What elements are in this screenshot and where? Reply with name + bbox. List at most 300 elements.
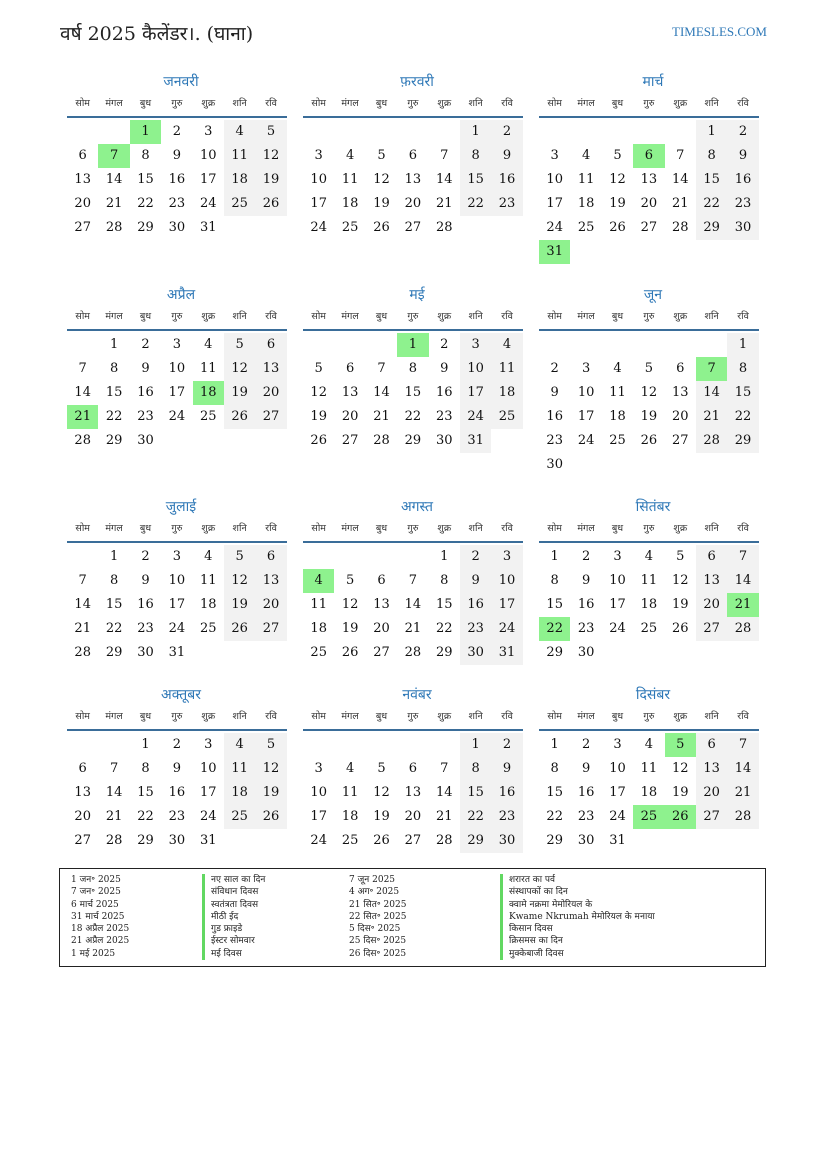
weekday-label: सोम	[75, 311, 90, 322]
day-cell: 1	[550, 549, 559, 564]
empty-cell	[334, 733, 365, 757]
weekday-label: शुक्र	[437, 98, 452, 109]
day-cell: 16	[546, 409, 563, 424]
day-cell: 3	[172, 549, 181, 564]
week-row	[539, 333, 759, 357]
empty-cell	[397, 120, 428, 144]
week-row	[539, 405, 759, 429]
day-cell: 28	[373, 433, 390, 448]
day-cell: 20	[255, 593, 286, 617]
day-cell: 27	[341, 433, 359, 448]
day-cell: 2	[727, 120, 758, 144]
day-cell: 15	[546, 785, 563, 800]
weekday-label: मंगल	[105, 311, 123, 322]
day-cell: 25	[199, 409, 217, 424]
empty-cell	[98, 733, 129, 757]
weekday-label: गुरु	[407, 711, 419, 722]
day-cell: 31	[199, 833, 217, 848]
day-cell: 11	[310, 597, 327, 612]
empty-cell	[602, 641, 633, 665]
empty-cell	[429, 120, 460, 144]
day-cell: 27	[373, 645, 390, 660]
day-cell: 6	[78, 761, 87, 776]
day-cell: 13	[404, 172, 422, 187]
weekday-label: शनि	[468, 311, 483, 322]
week-row	[539, 733, 759, 757]
day-cell: 12	[671, 761, 689, 776]
day-cell: 25	[491, 405, 522, 429]
day-cell: 14	[105, 785, 123, 800]
day-cell: 26	[373, 220, 390, 235]
weekday-label: शुक्र	[201, 311, 216, 322]
day-cell: 4	[204, 337, 213, 352]
week-row	[539, 144, 759, 168]
day-cell: 30	[460, 641, 491, 665]
day-cell: 20	[696, 781, 727, 805]
day-cell: 30	[168, 220, 186, 235]
weekday-label: गुरु	[171, 311, 183, 322]
day-cell: 20	[341, 409, 359, 424]
day-cell: 17	[491, 593, 522, 617]
week-row	[303, 192, 523, 216]
day-cell: 2	[581, 737, 591, 752]
weekday-label: मंगल	[577, 523, 595, 534]
month-name: जून	[643, 287, 663, 303]
empty-cell	[429, 733, 460, 757]
day-cell: 21	[435, 809, 453, 824]
legend-holiday-name: किसान दिवस	[500, 923, 655, 935]
weekday-label: रवि	[501, 711, 513, 722]
weekday-header	[303, 307, 523, 331]
weekday-label: रवि	[501, 311, 513, 322]
empty-cell	[696, 641, 727, 665]
day-cell: 26	[341, 645, 359, 660]
day-cell: 13	[696, 569, 727, 593]
empty-cell	[633, 453, 664, 477]
week-row	[539, 757, 759, 781]
day-cell: 22	[460, 192, 491, 216]
day-cell: 23	[577, 809, 595, 824]
day-cell: 15	[727, 381, 758, 405]
weekday-label: मंगल	[577, 98, 595, 109]
month-name: दिसंबर	[635, 687, 671, 703]
day-cell: 31	[460, 429, 491, 453]
day-cell: 18	[577, 196, 595, 211]
day-cell: 1	[550, 737, 559, 752]
day-cell: 14	[74, 385, 91, 400]
day-cell: 8	[460, 757, 491, 781]
day-cell: 6	[408, 148, 417, 163]
weekday-label: रवि	[265, 311, 277, 322]
page-title: वर्ष 2025 कैलेंडर।. (घाना)	[60, 23, 254, 45]
weekday-header	[539, 707, 759, 731]
day-cell: 22	[137, 196, 154, 211]
week-row	[67, 617, 287, 641]
day-cell: 13	[255, 569, 286, 593]
weekday-label: सोम	[311, 711, 326, 722]
day-cell: 8	[727, 357, 758, 381]
day-cell: 15	[137, 172, 154, 187]
day-cell: 22	[137, 809, 154, 824]
day-cell: 16	[168, 785, 186, 800]
weekday-label: सोम	[547, 711, 562, 722]
weekday-label: सोम	[311, 98, 326, 109]
weekday-label: रवि	[737, 523, 749, 534]
day-cell: 7	[78, 361, 87, 376]
day-cell: 7	[377, 361, 386, 376]
day-cell: 6	[255, 545, 286, 569]
day-cell: 4	[303, 569, 334, 593]
weekday-label: गुरु	[171, 711, 183, 722]
week-row	[539, 781, 759, 805]
legend-date: 4 अग॰ 2025	[349, 887, 400, 898]
day-cell: 28	[435, 220, 453, 235]
day-cell: 16	[137, 597, 154, 612]
day-cell: 12	[224, 569, 255, 593]
day-cell: 13	[341, 385, 359, 400]
day-cell: 18	[199, 597, 217, 612]
day-cell: 2	[460, 545, 491, 569]
legend-holiday-name: ईस्टर सोमवार	[202, 935, 265, 947]
month-block	[539, 283, 759, 477]
day-cell: 10	[460, 357, 491, 381]
day-cell: 26	[255, 192, 286, 216]
day-cell: 9	[727, 144, 758, 168]
empty-cell	[460, 216, 491, 240]
day-cell: 7	[676, 148, 685, 163]
day-cell: 22	[539, 617, 570, 641]
day-cell: 26	[373, 833, 390, 848]
day-cell: 23	[491, 805, 522, 829]
day-cell: 26	[640, 433, 658, 448]
empty-cell	[665, 333, 696, 357]
day-cell: 16	[168, 172, 186, 187]
day-cell: 21	[435, 196, 453, 211]
week-row	[303, 144, 523, 168]
day-cell: 11	[224, 144, 255, 168]
day-cell: 18	[224, 168, 255, 192]
day-cell: 12	[671, 573, 689, 588]
empty-cell	[161, 429, 192, 453]
day-cell: 17	[168, 597, 186, 612]
week-row	[67, 357, 287, 381]
legend-names-right	[500, 874, 655, 960]
empty-cell	[366, 120, 397, 144]
day-cell: 12	[255, 144, 286, 168]
weekday-label: बुध	[139, 311, 152, 322]
day-cell: 27	[255, 617, 286, 641]
weekday-label: रवि	[737, 311, 749, 322]
day-cell: 19	[671, 785, 689, 800]
day-cell: 3	[581, 361, 591, 376]
day-cell: 11	[609, 385, 626, 400]
day-cell: 7	[696, 357, 727, 381]
day-cell: 15	[105, 597, 123, 612]
day-cell: 21	[696, 405, 727, 429]
day-cell: 28	[671, 220, 689, 235]
week-row	[539, 617, 759, 641]
month-name: नवंबर	[402, 687, 432, 703]
day-cell: 8	[550, 573, 559, 588]
day-cell: 13	[74, 785, 91, 800]
weekday-label: शुक्र	[437, 711, 452, 722]
site-link[interactable]: TIMESLES.COM	[672, 24, 767, 39]
day-cell: 14	[404, 597, 422, 612]
month-block	[539, 495, 759, 665]
empty-cell	[602, 240, 633, 264]
day-cell: 23	[168, 196, 186, 211]
legend-holiday-name: मुक्केबाजी दिवस	[500, 948, 655, 960]
week-row	[539, 805, 759, 829]
day-cell: 11	[341, 172, 359, 187]
empty-cell	[366, 545, 397, 569]
month-block	[303, 495, 523, 665]
week-row	[539, 357, 759, 381]
day-cell: 29	[696, 216, 727, 240]
day-cell: 11	[199, 573, 217, 588]
day-cell: 25	[609, 433, 626, 448]
weekday-label: शुक्र	[673, 711, 688, 722]
week-row	[303, 617, 523, 641]
week-row	[303, 381, 523, 405]
day-cell: 29	[137, 220, 154, 235]
day-cell: 12	[310, 385, 327, 400]
day-cell: 30	[546, 457, 563, 472]
week-row	[539, 453, 759, 477]
day-cell: 20	[404, 809, 422, 824]
day-cell: 17	[168, 385, 186, 400]
day-cell: 27	[404, 220, 422, 235]
weekday-label: मंगल	[341, 98, 359, 109]
empty-cell	[696, 240, 727, 264]
day-cell: 10	[546, 172, 563, 187]
day-cell: 20	[255, 381, 286, 405]
empty-cell	[397, 545, 428, 569]
weekday-label: सोम	[547, 523, 562, 534]
weekday-label: शनि	[704, 311, 719, 322]
weekday-label: गुरु	[171, 98, 183, 109]
week-row	[303, 781, 523, 805]
day-cell: 1	[440, 549, 449, 564]
day-cell: 24	[546, 220, 563, 235]
day-cell: 5	[644, 361, 653, 376]
day-cell: 27	[640, 220, 658, 235]
day-cell: 9	[141, 361, 150, 376]
day-cell: 1	[727, 333, 758, 357]
day-cell: 31	[491, 641, 522, 665]
weekday-label: रवि	[265, 523, 277, 534]
day-cell: 12	[341, 597, 359, 612]
empty-cell	[224, 429, 255, 453]
empty-cell	[67, 733, 98, 757]
empty-cell	[633, 120, 664, 144]
empty-cell	[491, 216, 522, 240]
day-cell: 5	[377, 148, 386, 163]
day-cell: 18	[640, 785, 658, 800]
day-cell: 19	[671, 597, 689, 612]
weekday-label: सोम	[311, 523, 326, 534]
day-cell: 18	[609, 409, 626, 424]
day-cell: 5	[613, 148, 622, 163]
day-cell: 3	[314, 761, 323, 776]
day-cell: 13	[671, 385, 689, 400]
day-cell: 29	[546, 645, 563, 660]
empty-cell	[255, 429, 286, 453]
day-cell: 25	[577, 220, 595, 235]
day-cell: 9	[491, 757, 522, 781]
day-cell: 6	[78, 148, 87, 163]
empty-cell	[665, 120, 696, 144]
empty-cell	[665, 641, 696, 665]
empty-cell	[397, 733, 428, 757]
legend-date: 31 मार्च 2025	[71, 911, 125, 922]
empty-cell	[696, 333, 727, 357]
week-row	[539, 829, 759, 853]
month-name: अप्रैल	[166, 287, 196, 303]
month-block	[67, 70, 287, 240]
weekday-label: शनि	[232, 523, 247, 534]
weekday-label: बुध	[375, 98, 388, 109]
day-cell: 23	[577, 621, 595, 636]
day-cell: 24	[199, 809, 217, 824]
day-cell: 10	[168, 361, 186, 376]
week-row	[539, 429, 759, 453]
day-cell: 6	[633, 144, 664, 168]
day-cell: 18	[310, 621, 327, 636]
day-cell: 21	[727, 781, 758, 805]
day-cell: 9	[550, 385, 559, 400]
day-cell: 18	[491, 381, 522, 405]
day-cell: 18	[341, 809, 359, 824]
month-block	[67, 683, 287, 853]
weekday-label: सोम	[75, 711, 90, 722]
day-cell: 10	[199, 148, 217, 163]
day-cell: 9	[460, 569, 491, 593]
weekday-label: मंगल	[577, 311, 595, 322]
week-row	[539, 120, 759, 144]
day-cell: 6	[255, 333, 286, 357]
day-cell: 8	[408, 361, 417, 376]
day-cell: 13	[373, 597, 390, 612]
legend-names-left	[202, 874, 265, 960]
day-cell: 22	[105, 409, 123, 424]
empty-cell	[633, 829, 664, 853]
day-cell: 24	[310, 220, 327, 235]
day-cell: 16	[727, 168, 758, 192]
weekday-label: मंगल	[341, 711, 359, 722]
day-cell: 30	[435, 433, 453, 448]
day-cell: 17	[310, 196, 327, 211]
weekday-label: सोम	[547, 98, 562, 109]
weekday-label: सोम	[75, 523, 90, 534]
day-cell: 23	[546, 433, 563, 448]
day-cell: 11	[224, 757, 255, 781]
weekday-label: रवि	[737, 98, 749, 109]
weekday-label: बुध	[139, 98, 152, 109]
day-cell: 23	[491, 192, 522, 216]
day-cell: 25	[199, 621, 217, 636]
day-cell: 30	[577, 833, 595, 848]
day-cell: 2	[581, 549, 591, 564]
day-cell: 9	[440, 361, 449, 376]
day-cell: 23	[727, 192, 758, 216]
month-name: अगस्त	[400, 499, 433, 515]
weekday-label: शनि	[232, 711, 247, 722]
day-cell: 21	[373, 409, 390, 424]
weekday-label: गुरु	[643, 311, 655, 322]
empty-cell	[334, 333, 365, 357]
day-cell: 5	[665, 733, 696, 757]
weekday-label: शनि	[232, 98, 247, 109]
empty-cell	[727, 829, 758, 853]
empty-cell	[303, 733, 334, 757]
day-cell: 23	[137, 621, 154, 636]
day-cell: 6	[377, 573, 386, 588]
week-row	[67, 593, 287, 617]
weekday-label: शुक्र	[201, 523, 216, 534]
day-cell: 19	[224, 381, 255, 405]
weekday-label: शुक्र	[437, 523, 452, 534]
day-cell: 4	[345, 148, 355, 163]
week-row	[303, 429, 523, 453]
empty-cell	[633, 641, 664, 665]
day-cell: 13	[404, 785, 422, 800]
day-cell: 1	[141, 737, 150, 752]
day-cell: 4	[345, 761, 355, 776]
day-cell: 12	[224, 357, 255, 381]
day-cell: 19	[373, 809, 390, 824]
day-cell: 11	[341, 785, 359, 800]
day-cell: 25	[224, 192, 255, 216]
day-cell: 26	[310, 433, 327, 448]
legend-holiday-name: क्वामे नक्रमा मेमोरियल के	[500, 899, 655, 911]
empty-cell	[366, 733, 397, 757]
weekday-label: बुध	[611, 711, 624, 722]
day-cell: 1	[460, 120, 491, 144]
day-cell: 23	[168, 809, 186, 824]
day-cell: 3	[550, 148, 559, 163]
day-cell: 12	[640, 385, 658, 400]
weekday-label: शनि	[468, 523, 483, 534]
day-cell: 6	[696, 733, 727, 757]
weekday-label: बुध	[139, 711, 152, 722]
month-block	[67, 283, 287, 453]
day-cell: 15	[460, 168, 491, 192]
week-row	[67, 733, 287, 757]
empty-cell	[602, 120, 633, 144]
empty-cell	[633, 333, 664, 357]
day-cell: 31	[199, 220, 217, 235]
day-cell: 22	[404, 409, 422, 424]
legend-holiday-name: शरारत का पर्व	[500, 874, 655, 886]
day-cell: 4	[613, 361, 622, 376]
day-cell: 25	[640, 621, 658, 636]
day-cell: 10	[577, 385, 595, 400]
day-cell: 5	[345, 573, 355, 588]
day-cell: 12	[255, 757, 286, 781]
weekday-label: शुक्र	[201, 711, 216, 722]
empty-cell	[539, 333, 570, 357]
weekday-label: सोम	[547, 311, 562, 322]
day-cell: 1	[397, 333, 428, 357]
legend-date: 1 मई 2025	[71, 948, 116, 959]
weekday-label: मंगल	[105, 523, 123, 534]
empty-cell	[255, 216, 286, 240]
day-cell: 5	[255, 120, 286, 144]
month-name: मार्च	[642, 74, 664, 90]
legend-date: 7 जन॰ 2025	[71, 887, 121, 898]
day-cell: 7	[727, 545, 758, 569]
